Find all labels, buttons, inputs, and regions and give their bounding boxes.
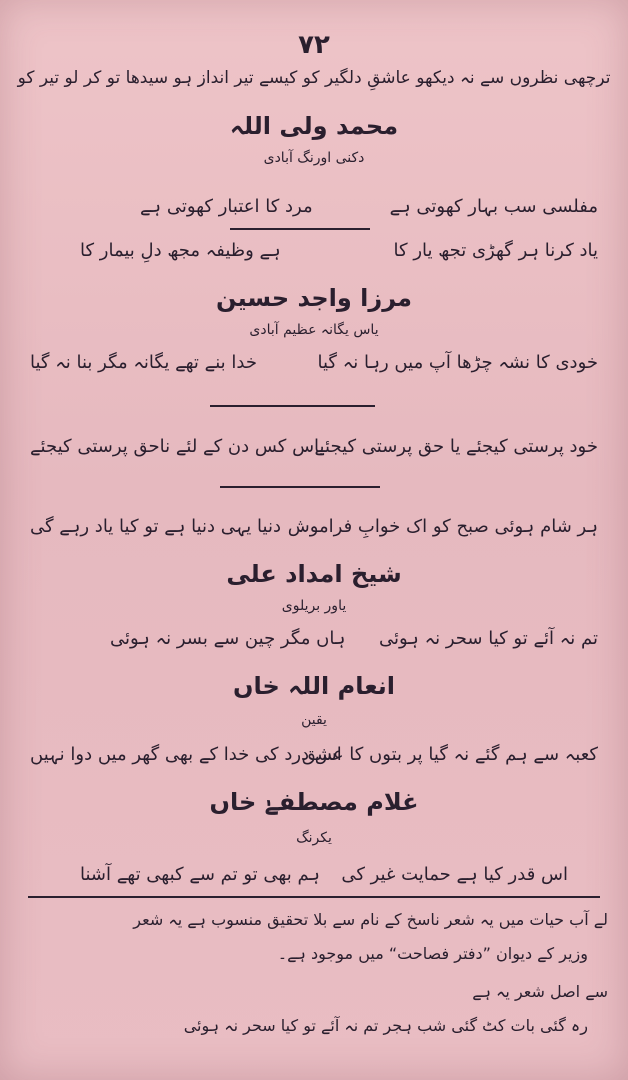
couplet-6b: دنیا یہی دنیا ہے تو کیا یاد رہے گی: [30, 516, 281, 537]
poet-name-3: شیخ امداد علی: [226, 560, 402, 588]
poet-name-1: محمد ولی اللہ: [229, 112, 399, 140]
couplet-9b: ہم بھی تو تم سے کبھی تھے آشنا: [80, 864, 320, 885]
poet-sub-5: یکرنگ: [296, 830, 332, 846]
couplet-1: ترچھی نظروں سے نہ دیکھو عاشقِ دلگیر کو کیسے تیر انداز ہو سیدھا تو کر لو تیر کو: [17, 68, 611, 88]
couplet-3b: ہے وظیفہ مجھ دلِ بیمار کا: [80, 240, 281, 261]
footnote-1: لے آب حیات میں یہ شعر ناسخ کے نام سے بلا تحقیق منسوب ہے یہ شعر: [133, 910, 608, 929]
couplet-5a: خود پرستی کیجئے یا حق پرستی کیجئے: [314, 436, 598, 457]
couplet-8a: کعبہ سے ہم گئے نہ گیا پر بتوں کا عشق: [301, 744, 598, 765]
poet-name-5: غلام مصطفےٰ خاں: [209, 788, 419, 816]
couplet-6a: ہر شام ہوئی صبح کو اک خوابِ فراموش: [287, 516, 598, 537]
divider: [230, 228, 370, 230]
divider: [210, 405, 375, 407]
poet-sub-3: یاور بریلوی: [281, 598, 347, 614]
couplet-4b: خدا بنے تھے یگانہ مگر بنا نہ گیا: [30, 352, 257, 373]
poet-sub-4: یقین: [301, 712, 327, 728]
couplet-5b: یاس کس دن کے لئے ناحق پرستی کیجئے: [30, 436, 325, 457]
couplet-2a: مفلسی سب بہار کھوتی ہے: [389, 196, 598, 217]
couplet-8b: اس درد کی خدا کے بھی گھر میں دوا نہیں: [30, 744, 342, 765]
poet-sub-1: دکنی اورنگ آبادی: [263, 150, 365, 166]
footnote-1b: وزیر کے دیوان ”دفتر فصاحت“ میں موجود ہے۔: [277, 944, 588, 963]
couplet-9a: اس قدر کیا ہے حمایت غیر کی: [341, 864, 568, 885]
couplet-2b: مرد کا اعتبار کھوتی ہے: [140, 196, 313, 217]
divider: [220, 486, 380, 488]
poet-name-4: انعام اللہ خاں: [233, 672, 395, 700]
couplet-7b: ہاں مگر چین سے بسر نہ ہوئی: [110, 628, 346, 649]
couplet-7a: تم نہ آئے تو کیا سحر نہ ہوئی: [379, 628, 598, 649]
poet-sub-2: یاس یگانہ عظیم آبادی: [249, 322, 379, 338]
couplet-4a: خودی کا نشہ چڑھا آپ میں رہا نہ گیا: [317, 352, 598, 373]
page-number: ۷۲: [298, 30, 330, 60]
couplet-3a: یاد کرنا ہر گھڑی تجھ یار کا: [393, 240, 598, 261]
footnote-divider: [28, 896, 600, 898]
footnote-2: سے اصل شعر یہ ہے: [472, 982, 608, 1001]
poet-name-2: مرزا واجد حسین: [216, 284, 412, 312]
footnote-2b: رہ گئی بات کٹ گئی شب ہجر تم نہ آئے تو کیا سحر نہ ہوئی: [183, 1016, 588, 1035]
